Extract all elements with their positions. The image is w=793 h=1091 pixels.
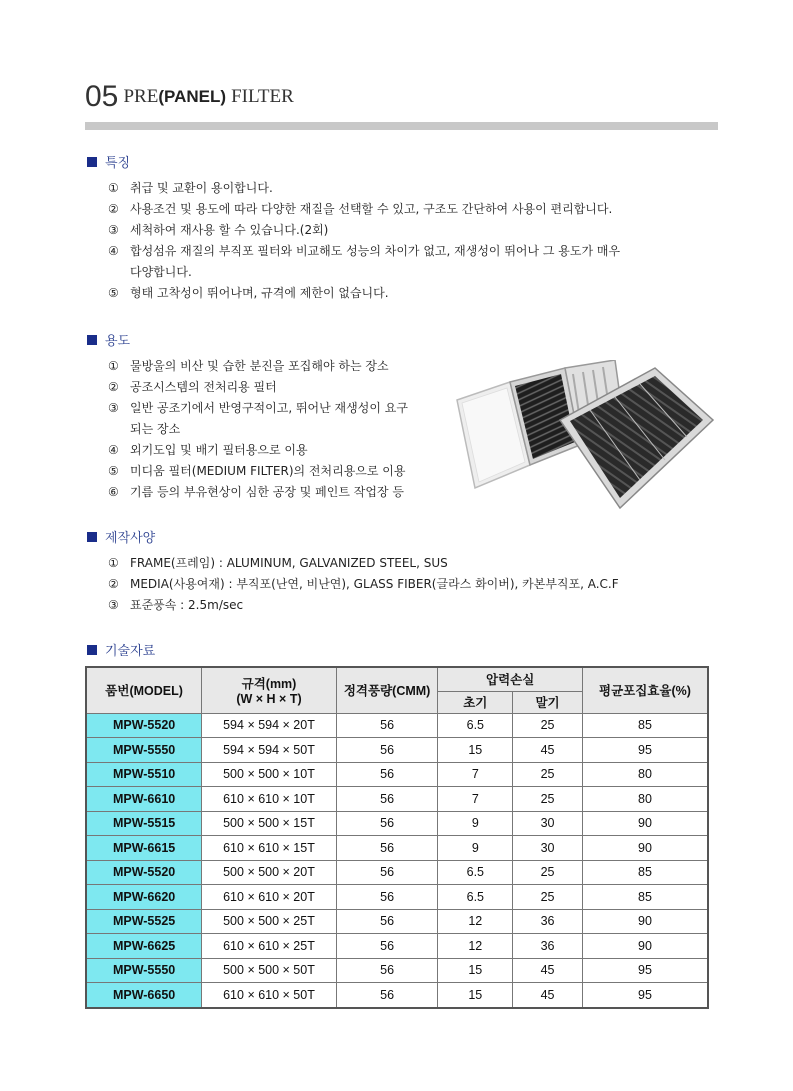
final-pressure-cell: 36 bbox=[513, 934, 583, 959]
item-text: MEDIA(사용여재) : 부직포(난연, 비난연), GLASS FIBER(글라스 화이버), 카본부직포, A.C.F bbox=[130, 577, 619, 591]
final-pressure-cell: 30 bbox=[513, 811, 583, 836]
list-item bbox=[108, 574, 619, 595]
item-text: 합성섬유 재질의 부직포 필터와 비교해도 성능의 차이가 없고, 재생성이 뛰어나 그 용도가 매우 다양합니다. bbox=[130, 244, 621, 279]
item-number: ② bbox=[108, 202, 119, 216]
header-size bbox=[202, 667, 337, 713]
initial-pressure-cell: 7 bbox=[438, 787, 513, 812]
airflow-cell: 56 bbox=[336, 738, 438, 763]
final-pressure-cell: 25 bbox=[513, 713, 583, 738]
table-row bbox=[86, 762, 708, 787]
table-row bbox=[86, 836, 708, 861]
size-cell: 610 × 610 × 10T bbox=[202, 787, 337, 812]
model-cell: MPW-6610 bbox=[86, 787, 202, 812]
efficiency-cell: 90 bbox=[582, 934, 708, 959]
item-number: ③ bbox=[108, 401, 119, 415]
model-cell: MPW-6650 bbox=[86, 983, 202, 1008]
initial-pressure-cell: 12 bbox=[438, 909, 513, 934]
size-cell: 500 × 500 × 50T bbox=[202, 958, 337, 983]
size-cell: 610 × 610 × 15T bbox=[202, 836, 337, 861]
efficiency-cell: 80 bbox=[582, 787, 708, 812]
table-row bbox=[86, 909, 708, 934]
size-cell: 594 × 594 × 20T bbox=[202, 713, 337, 738]
initial-pressure-cell: 9 bbox=[438, 811, 513, 836]
model-cell: MPW-5510 bbox=[86, 762, 202, 787]
item-number: ② bbox=[108, 577, 119, 591]
efficiency-cell: 90 bbox=[582, 836, 708, 861]
header-size-line1: 규격(mm) bbox=[241, 677, 297, 692]
airflow-cell: 56 bbox=[336, 934, 438, 959]
model-cell: MPW-6620 bbox=[86, 885, 202, 910]
item-number: ⑤ bbox=[108, 286, 119, 300]
usage-list bbox=[108, 356, 408, 503]
features-list bbox=[108, 178, 620, 304]
model-cell: MPW-6625 bbox=[86, 934, 202, 959]
table-row bbox=[86, 958, 708, 983]
header-efficiency: 평균포집효율(%) bbox=[582, 667, 708, 713]
table-row bbox=[86, 934, 708, 959]
airflow-cell: 56 bbox=[336, 909, 438, 934]
efficiency-cell: 95 bbox=[582, 983, 708, 1008]
features-heading bbox=[87, 152, 130, 171]
size-cell: 500 × 500 × 20T bbox=[202, 860, 337, 885]
final-pressure-cell: 25 bbox=[513, 885, 583, 910]
final-pressure-cell: 45 bbox=[513, 738, 583, 763]
specs-heading bbox=[87, 527, 155, 546]
initial-pressure-cell: 6.5 bbox=[438, 885, 513, 910]
section-number: 05 bbox=[85, 80, 119, 113]
table-body bbox=[86, 713, 708, 1008]
item-number: ④ bbox=[108, 443, 119, 457]
header-initial: 초기 bbox=[438, 691, 513, 713]
features-title: 특징 bbox=[105, 156, 131, 171]
efficiency-cell: 85 bbox=[582, 860, 708, 885]
bullet-square-icon bbox=[87, 532, 97, 542]
airflow-cell: 56 bbox=[336, 983, 438, 1008]
efficiency-cell: 90 bbox=[582, 909, 708, 934]
item-number: ② bbox=[108, 380, 119, 394]
efficiency-cell: 80 bbox=[582, 762, 708, 787]
table-row bbox=[86, 885, 708, 910]
item-text: 외기도입 및 배기 필터용으로 이용 bbox=[130, 443, 308, 457]
item-text: 취급 및 교환이 용이합니다. bbox=[130, 181, 273, 195]
list-item bbox=[108, 461, 408, 482]
item-text: FRAME(프레임) : ALUMINUM, GALVANIZED STEEL, SUS bbox=[130, 556, 448, 570]
specs-list bbox=[108, 553, 619, 616]
item-number: ③ bbox=[108, 223, 119, 237]
item-number: ④ bbox=[108, 244, 119, 258]
initial-pressure-cell: 6.5 bbox=[438, 860, 513, 885]
item-text: 물방울의 비산 및 습한 분진을 포집해야 하는 장소 bbox=[130, 359, 389, 373]
airflow-cell: 56 bbox=[336, 958, 438, 983]
model-cell: MPW-5550 bbox=[86, 958, 202, 983]
usage-title: 용도 bbox=[105, 334, 131, 349]
final-pressure-cell: 36 bbox=[513, 909, 583, 934]
initial-pressure-cell: 15 bbox=[438, 958, 513, 983]
efficiency-cell: 95 bbox=[582, 738, 708, 763]
airflow-cell: 56 bbox=[336, 762, 438, 787]
initial-pressure-cell: 6.5 bbox=[438, 713, 513, 738]
list-item bbox=[108, 220, 620, 241]
page-title bbox=[85, 80, 294, 114]
airflow-cell: 56 bbox=[336, 885, 438, 910]
model-cell: MPW-5520 bbox=[86, 713, 202, 738]
item-text: 형태 고착성이 뛰어나며, 규격에 제한이 없습니다. bbox=[130, 286, 389, 300]
size-cell: 610 × 610 × 25T bbox=[202, 934, 337, 959]
final-pressure-cell: 45 bbox=[513, 983, 583, 1008]
table-row bbox=[86, 983, 708, 1008]
table-row bbox=[86, 738, 708, 763]
list-item bbox=[108, 595, 619, 616]
item-number: ③ bbox=[108, 598, 119, 612]
list-item bbox=[108, 199, 620, 220]
model-cell: MPW-5550 bbox=[86, 738, 202, 763]
size-cell: 500 × 500 × 25T bbox=[202, 909, 337, 934]
final-pressure-cell: 25 bbox=[513, 787, 583, 812]
bullet-square-icon bbox=[87, 157, 97, 167]
list-item bbox=[108, 356, 408, 377]
header-final: 말기 bbox=[513, 691, 583, 713]
efficiency-cell: 90 bbox=[582, 811, 708, 836]
header-pressure: 압력손실 bbox=[438, 667, 582, 691]
list-item bbox=[108, 377, 408, 398]
item-text: 미디움 필터(MEDIUM FILTER)의 전처리용으로 이용 bbox=[130, 464, 406, 478]
tech-data-table bbox=[85, 666, 709, 1009]
table-row bbox=[86, 860, 708, 885]
airflow-cell: 56 bbox=[336, 811, 438, 836]
size-cell: 500 × 500 × 10T bbox=[202, 762, 337, 787]
list-item bbox=[108, 283, 620, 304]
initial-pressure-cell: 15 bbox=[438, 738, 513, 763]
list-item bbox=[108, 398, 408, 440]
title-panel: (PANEL) bbox=[158, 87, 227, 106]
efficiency-cell: 95 bbox=[582, 958, 708, 983]
table-row bbox=[86, 713, 708, 738]
model-cell: MPW-5525 bbox=[86, 909, 202, 934]
tech-heading bbox=[87, 640, 155, 659]
list-item bbox=[108, 241, 620, 283]
item-text: 세척하여 재사용 할 수 있습니다.(2회) bbox=[130, 223, 329, 237]
list-item bbox=[108, 553, 619, 574]
size-cell: 610 × 610 × 20T bbox=[202, 885, 337, 910]
airflow-cell: 56 bbox=[336, 787, 438, 812]
header-airflow: 정격풍량(CMM) bbox=[336, 667, 438, 713]
title-divider bbox=[85, 122, 718, 130]
item-number: ⑥ bbox=[108, 485, 119, 499]
airflow-cell: 56 bbox=[336, 836, 438, 861]
title-pre: PRE bbox=[123, 86, 159, 107]
item-text: 일반 공조기에서 반영구적이고, 뛰어난 재생성이 요구 되는 장소 bbox=[130, 401, 408, 436]
initial-pressure-cell: 9 bbox=[438, 836, 513, 861]
item-text: 공조시스템의 전처리용 필터 bbox=[130, 380, 277, 394]
size-cell: 610 × 610 × 50T bbox=[202, 983, 337, 1008]
final-pressure-cell: 25 bbox=[513, 860, 583, 885]
item-number: ① bbox=[108, 359, 119, 373]
efficiency-cell: 85 bbox=[582, 885, 708, 910]
list-item bbox=[108, 440, 408, 461]
table-row bbox=[86, 811, 708, 836]
initial-pressure-cell: 15 bbox=[438, 983, 513, 1008]
usage-heading bbox=[87, 330, 130, 349]
size-cell: 594 × 594 × 50T bbox=[202, 738, 337, 763]
item-text: 표준풍속 : 2.5m/sec bbox=[130, 598, 244, 612]
item-number: ⑤ bbox=[108, 464, 119, 478]
airflow-cell: 56 bbox=[336, 713, 438, 738]
list-item bbox=[108, 178, 620, 199]
final-pressure-cell: 45 bbox=[513, 958, 583, 983]
list-item bbox=[108, 482, 408, 503]
model-cell: MPW-5520 bbox=[86, 860, 202, 885]
final-pressure-cell: 30 bbox=[513, 836, 583, 861]
efficiency-cell: 85 bbox=[582, 713, 708, 738]
item-text: 기름 등의 부유현상이 심한 공장 및 페인트 작업장 등 bbox=[130, 485, 404, 499]
bullet-square-icon bbox=[87, 645, 97, 655]
model-cell: MPW-6615 bbox=[86, 836, 202, 861]
specs-title: 제작사양 bbox=[105, 531, 156, 546]
header-model: 품번(MODEL) bbox=[86, 667, 202, 713]
final-pressure-cell: 25 bbox=[513, 762, 583, 787]
airflow-cell: 56 bbox=[336, 860, 438, 885]
item-number: ① bbox=[108, 181, 119, 195]
header-size-line2: (W × H × T) bbox=[236, 692, 302, 707]
model-cell: MPW-5515 bbox=[86, 811, 202, 836]
initial-pressure-cell: 7 bbox=[438, 762, 513, 787]
title-filter: FILTER bbox=[231, 86, 294, 107]
initial-pressure-cell: 12 bbox=[438, 934, 513, 959]
size-cell: 500 × 500 × 15T bbox=[202, 811, 337, 836]
panel-filter-photo bbox=[455, 360, 715, 510]
item-number: ① bbox=[108, 556, 119, 570]
bullet-square-icon bbox=[87, 335, 97, 345]
tech-title: 기술자료 bbox=[105, 644, 156, 659]
item-text: 사용조건 및 용도에 따라 다양한 재질을 선택할 수 있고, 구조도 간단하여 사용이 편리합니다. bbox=[130, 202, 613, 216]
table-row bbox=[86, 787, 708, 812]
